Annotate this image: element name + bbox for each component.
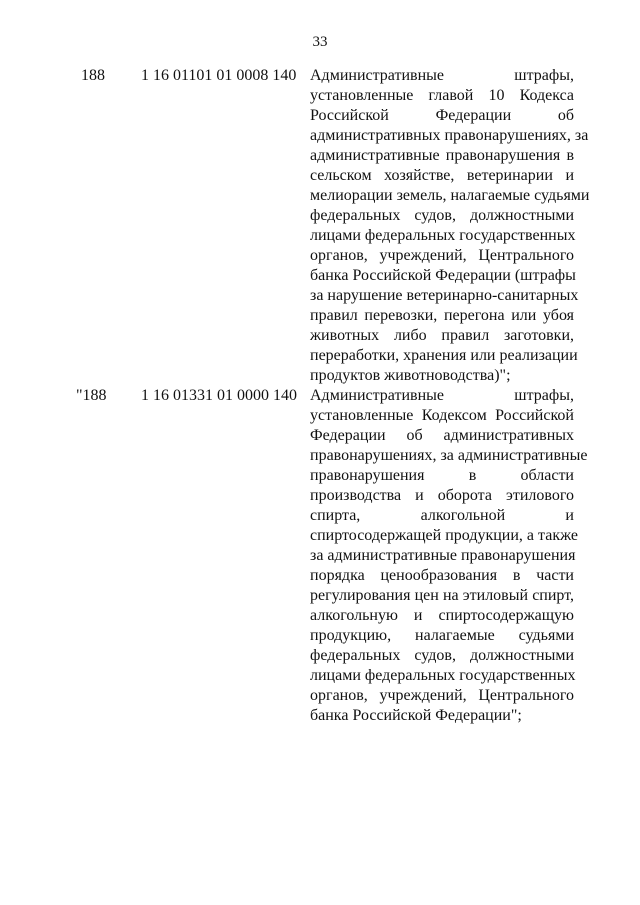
description-line: правонарушениях, за административные [310, 447, 588, 464]
description-line: установленные главой 10 Кодекса [310, 87, 574, 104]
description-line: федеральных судов, должностными [310, 647, 574, 664]
description-line: лицами федеральных государственных [310, 667, 576, 684]
description-line: лицами федеральных государственных [310, 227, 576, 244]
description-line: Административные штрафы, [310, 67, 574, 84]
description-line: алкогольную и спиртосодержащую [310, 607, 574, 624]
description-line: органов, учреждений, Центрального [310, 687, 574, 704]
description-line: спирта, алкогольной и [310, 507, 574, 524]
description-line: органов, учреждений, Центрального [310, 247, 574, 264]
description-line: животных либо правил заготовки, [310, 327, 574, 344]
description-line: продукцию, налагаемые судьями [310, 627, 574, 644]
description [310, 66, 590, 386]
description-line: правонарушения в области [310, 467, 574, 484]
description-line: банка Российской Федерации"; [310, 707, 522, 724]
description-line: Российской Федерации об [310, 107, 574, 124]
description-line: сельском хозяйстве, ветеринарии и [310, 167, 574, 184]
description-line: правил перевозки, перегона или убоя [310, 307, 574, 324]
description-line: Федерации об административных [310, 427, 574, 444]
description-line: мелиорации земель, налагаемые судьями [310, 187, 590, 204]
description-line: продуктов животноводства)"; [310, 367, 511, 384]
description-line: Административные штрафы, [310, 387, 574, 404]
description-line: административные правонарушения в [310, 147, 574, 164]
description-line: административных правонарушениях, за [310, 127, 589, 144]
description-line: переработки, хранения или реализации [310, 347, 578, 364]
description [310, 386, 588, 726]
description-line: за нарушение ветеринарно-санитарных [310, 287, 579, 304]
description-line: банка Российской Федерации (штрафы [310, 267, 576, 284]
description-line: установленные Кодексом Российской [310, 407, 574, 424]
admin-code: "188 [76, 387, 107, 404]
description-line: федеральных судов, должностными [310, 207, 574, 224]
description-line: порядка ценообразования в части [310, 567, 574, 584]
description-line: спиртосодержащей продукции, а также [310, 527, 579, 544]
page-number: 33 [312, 34, 328, 50]
kbk-code: 1 16 01101 01 0008 140 [141, 67, 297, 84]
description-line: регулирования цен на этиловый спирт, [310, 587, 574, 604]
admin-code: 188 [81, 67, 105, 84]
kbk-code: 1 16 01331 01 0000 140 [141, 387, 297, 404]
description-line: за административные правонарушения [310, 547, 576, 564]
description-line: производства и оборота этилового [310, 487, 574, 504]
